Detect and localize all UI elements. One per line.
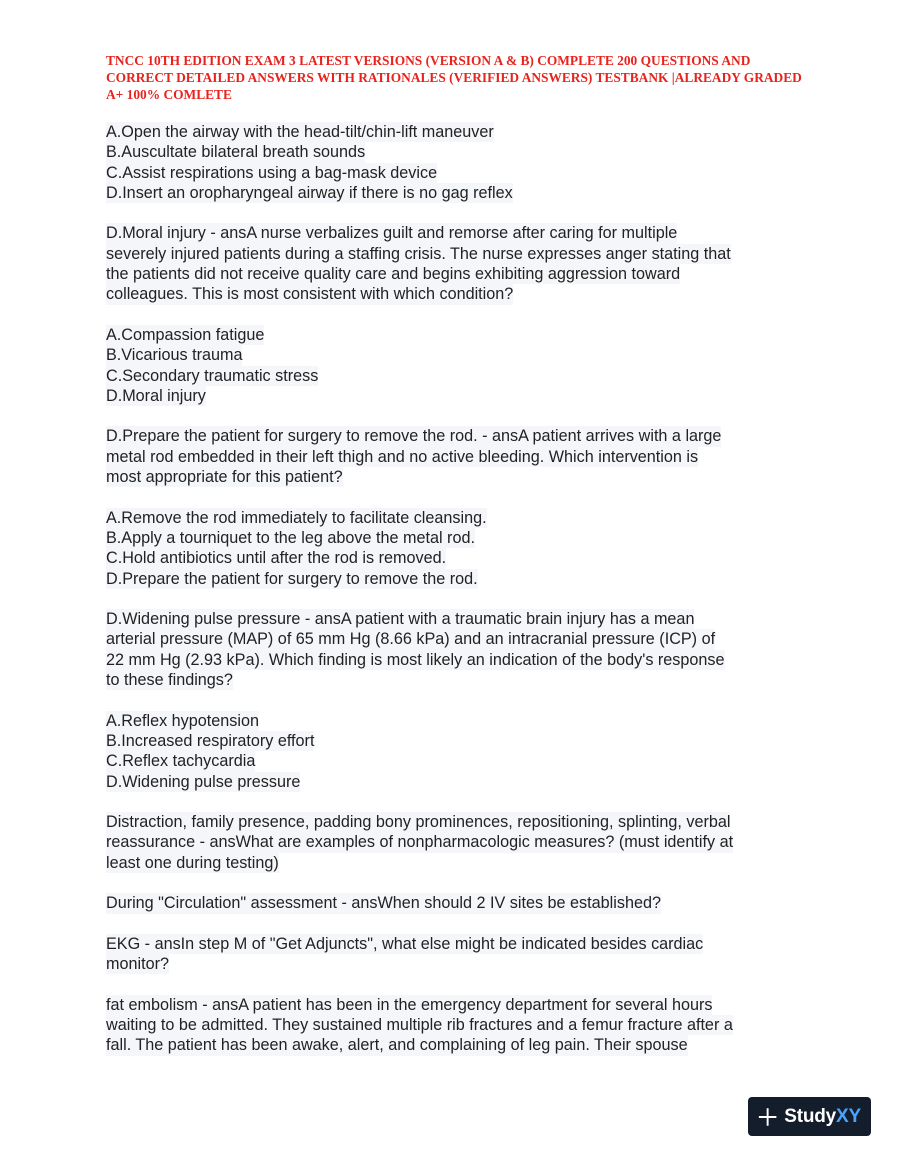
text-block — [106, 223, 806, 304]
text-line: 22 mm Hg (2.93 kPa). Which finding is most likely an indication of the body's response — [106, 650, 725, 669]
text-line: D.Widening pulse pressure - ansA patient with a traumatic brain injury has a mean — [106, 610, 695, 629]
plus-icon — [758, 1106, 777, 1128]
text-line: C.Secondary traumatic stress — [106, 366, 319, 385]
text-line: B.Auscultate bilateral breath sounds — [106, 143, 366, 162]
text-block — [106, 812, 806, 873]
text-block — [106, 508, 806, 589]
document-body — [106, 122, 806, 1076]
text-line: C.Assist respirations using a bag-mask device — [106, 163, 438, 182]
text-block — [106, 934, 806, 975]
text-block — [106, 711, 806, 792]
text-line: monitor? — [106, 955, 169, 974]
text-block — [106, 325, 806, 406]
text-block — [106, 122, 806, 203]
brand-name: StudyXY — [784, 1105, 861, 1127]
text-line: fat embolism - ansA patient has been in the emergency department for several hours — [106, 995, 713, 1014]
text-line: C.Hold antibiotics until after the rod is removed. — [106, 549, 447, 568]
text-line: Distraction, family presence, padding bony prominences, repositioning, splinting, verbal — [106, 813, 731, 832]
text-line: reassurance - ansWhat are examples of nonpharmacologic measures? (must identify at — [106, 833, 734, 852]
text-line: During "Circulation" assessment - ansWhen should 2 IV sites be established? — [106, 894, 661, 913]
document-title: TNCC 10TH EDITION EXAM 3 LATEST VERSIONS (VERSION A & B) COMPLETE 200 QUESTIONS AND CORRECT DETAILED ANSWERS WITH RATIONALES (VERIFIED ANSWERS) TESTBANK |ALREADY GRADED A+ 100% COMLETE — [106, 53, 802, 102]
text-line: D.Prepare the patient for surgery to remove the rod. - ansA patient arrives with a large — [106, 427, 722, 446]
text-line: B.Increased respiratory effort — [106, 731, 315, 750]
text-line: EKG - ansIn step M of "Get Adjuncts", what else might be indicated besides cardiac — [106, 934, 704, 953]
text-line: B.Vicarious trauma — [106, 346, 243, 365]
text-block — [106, 893, 806, 913]
text-line: D.Insert an oropharyngeal airway if there is no gag reflex — [106, 183, 513, 202]
text-line: the patients did not receive quality care and begins exhibiting aggression toward — [106, 265, 681, 284]
text-line: most appropriate for this patient? — [106, 468, 343, 487]
text-line: arterial pressure (MAP) of 65 mm Hg (8.66 kPa) and an intracranial pressure (ICP) of — [106, 630, 716, 649]
text-block — [106, 426, 806, 487]
text-line: least one during testing) — [106, 853, 279, 872]
studyxy-logo[interactable] — [748, 1097, 871, 1136]
text-line: fall. The patient has been awake, alert, and complaining of leg pain. Their spouse — [106, 1036, 688, 1055]
text-line: B.Apply a tourniquet to the leg above the metal rod. — [106, 528, 475, 547]
text-line: D.Prepare the patient for surgery to remove the rod. — [106, 569, 478, 588]
text-line: A.Reflex hypotension — [106, 711, 259, 730]
text-line: waiting to be admitted. They sustained multiple rib fractures and a femur fracture after a — [106, 1016, 733, 1035]
text-line: D.Widening pulse pressure — [106, 772, 301, 791]
text-line: D.Moral injury — [106, 386, 206, 405]
text-line: severely injured patients during a staffing crisis. The nurse expresses anger stating that — [106, 244, 731, 263]
text-line: metal rod embedded in their left thigh and no active bleeding. Which intervention is — [106, 447, 699, 466]
text-line: D.Moral injury - ansA nurse verbalizes guilt and remorse after caring for multiple — [106, 224, 678, 243]
text-block — [106, 609, 806, 690]
text-line: to these findings? — [106, 671, 233, 690]
text-line: C.Reflex tachycardia — [106, 752, 256, 771]
text-line: A.Open the airway with the head-tilt/chin-lift maneuver — [106, 123, 494, 141]
text-block — [106, 995, 806, 1056]
text-line: A.Compassion fatigue — [106, 325, 265, 344]
text-line: colleagues. This is most consistent with which condition? — [106, 285, 514, 304]
text-line: A.Remove the rod immediately to facilitate cleansing. — [106, 508, 487, 527]
